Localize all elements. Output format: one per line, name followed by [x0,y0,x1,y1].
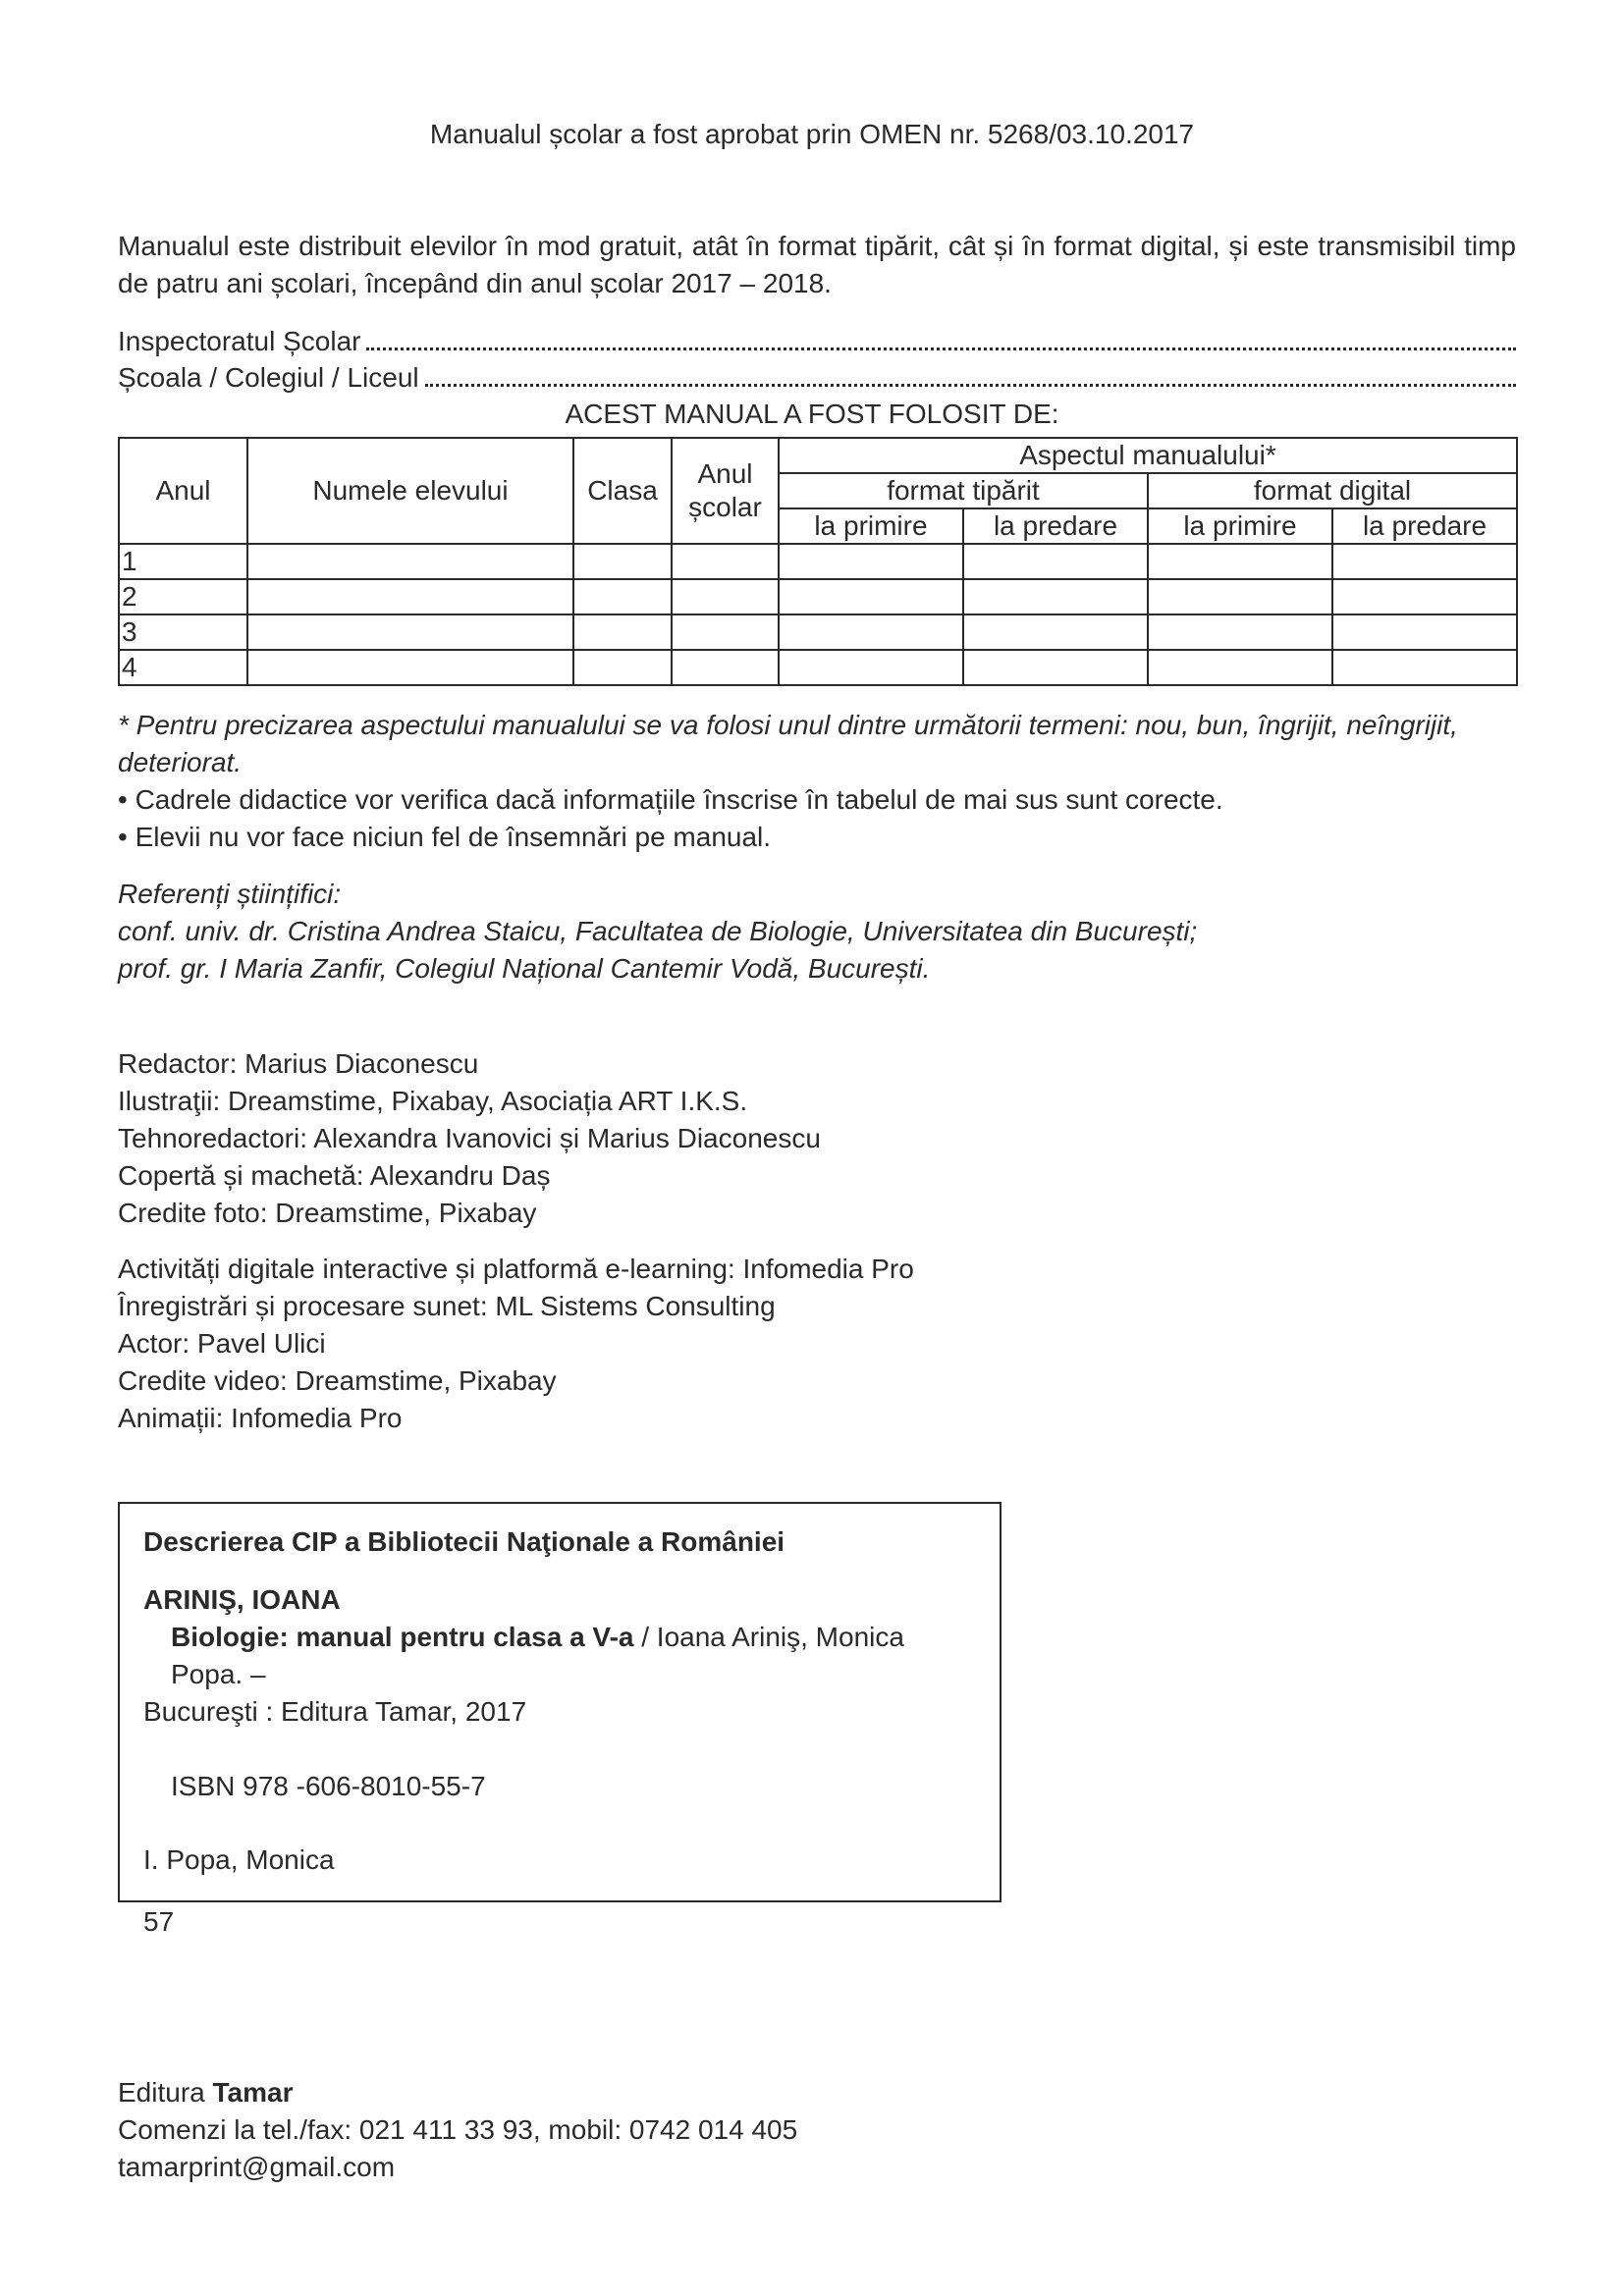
printed-returned-cell[interactable] [963,614,1148,650]
cip-isbn: ISBN 978 -606-8010-55-7 [171,1771,486,1801]
cip-added-entry: I. Popa, Monica [143,1844,335,1875]
table-row [119,579,1517,614]
digital-received-cell[interactable] [1148,579,1332,614]
inspectorate-dotted-line [366,326,1516,350]
header-printed-returned: la predare [963,508,1148,544]
row-number: 4 [119,650,247,685]
credit-line: Actor: Pavel Ulici [118,1328,326,1359]
header-digital-format: format digital [1148,473,1517,508]
header-student-name: Numele elevului [247,438,573,544]
distribution-paragraph: Manualul este distribuit elevilor în mod gratuit, atât în format tipărit, cât și în format digital, și este transmisibil timp de patru ani școlari, începând din anul școlar 2017 – 2018. [118,231,1516,298]
school-year-cell[interactable] [672,544,779,579]
table-row [119,544,1517,579]
cip-title-line [143,1619,976,1693]
school-year-cell[interactable] [672,650,779,685]
credit-line: Credite video: Dreamstime, Pixabay [118,1365,557,1396]
cip-title: Biologie: manual pentru clasa a V-a [171,1622,634,1652]
row-number: 1 [119,544,247,579]
cip-description-box [118,1502,1001,1937]
header-class: Clasa [573,438,672,544]
table-row [119,614,1517,650]
header-school-year: Anul școlar [672,438,779,544]
digital-received-cell[interactable] [1148,614,1332,650]
digital-credits [118,1251,1516,1437]
cip-classification: 57 [143,1906,175,1937]
digital-received-cell[interactable] [1148,650,1332,685]
digital-returned-cell[interactable] [1332,544,1517,579]
publisher-line [118,2074,1100,2111]
school-year-cell[interactable] [672,579,779,614]
digital-returned-cell[interactable] [1332,579,1517,614]
referee-item: conf. univ. dr. Cristina Andrea Staicu, Facultatea de Biologie, Universitatea din București; [118,916,1198,946]
inspectorate-field [118,323,1516,360]
cip-responsibility: / Ioana Ariniş, Monica Popa. – [171,1622,904,1689]
printed-returned-cell[interactable] [963,579,1148,614]
header-digital-returned: la predare [1332,508,1517,544]
class-cell[interactable] [573,579,672,614]
usage-table-caption: ACEST MANUAL A FOST FOLOSIT DE: [565,399,1059,429]
note-teachers: • Cadrele didactice vor verifica dacă informațiile înscrise în tabelul de mai sus sunt corecte. [118,784,1223,815]
inspectorate-label: Inspectoratul Școlar [118,326,361,356]
student-name-cell[interactable] [247,614,573,650]
header-aspect: Aspectul manualului* [779,438,1517,473]
student-name-cell[interactable] [247,544,573,579]
usage-table [118,437,1518,686]
credit-line: Copertă și machetă: Alexandru Daș [118,1160,551,1191]
publisher-block [118,2074,1100,2186]
aspect-footnote: * Pentru precizarea aspectului manualului se va folosi unul dintre următorii termeni: nou, bun, îngrijit, neîngrijit, deteriorat. [118,710,1458,777]
publisher-contact: Comenzi la tel./fax: 021 411 33 93, mobil: 0742 014 405 [118,2114,798,2145]
credit-line: Tehnoredactori: Alexandra Ivanovici și Marius Diaconescu [118,1123,821,1153]
student-name-cell[interactable] [247,650,573,685]
printed-received-cell[interactable] [779,650,963,685]
publisher-name: Tamar [212,2077,294,2108]
printed-received-cell[interactable] [779,544,963,579]
row-number: 3 [119,614,247,650]
digital-returned-cell[interactable] [1332,650,1517,685]
school-year-cell[interactable] [672,614,779,650]
credit-line: Ilustraţii: Dreamstime, Pixabay, Asociația ART I.K.S. [118,1086,748,1116]
approval-note: Manualul școlar a fost aprobat prin OMEN nr. 5268/03.10.2017 [429,119,1195,149]
credit-line: Animații: Infomedia Pro [118,1403,403,1433]
printed-received-cell[interactable] [779,579,963,614]
row-number: 2 [119,579,247,614]
publisher-email[interactable]: tamarprint@gmail.com [118,2152,396,2182]
student-name-cell[interactable] [247,579,573,614]
credit-line: Credite foto: Dreamstime, Pixabay [118,1198,537,1228]
credit-line: Înregistrări și procesare sunet: ML Sistems Consulting [118,1291,776,1321]
header-digital-received: la primire [1148,508,1332,544]
referees-heading: Referenți științifici: [118,879,342,909]
printed-received-cell[interactable] [779,614,963,650]
referee-item: prof. gr. I Maria Zanfir, Colegiul Național Cantemir Vodă, București. [118,953,931,984]
digital-received-cell[interactable] [1148,544,1332,579]
publisher-prefix: Editura [118,2077,213,2108]
referees-block [118,876,1516,988]
note-students: • Elevii nu vor face niciun fel de însemnări pe manual. [118,822,772,852]
cip-imprint: Bucureşti : Editura Tamar, 2017 [143,1696,527,1727]
credit-line: Redactor: Marius Diaconescu [118,1048,479,1079]
cip-author: ARINIŞ, IOANA [143,1584,341,1615]
table-notes [118,707,1516,856]
printed-returned-cell[interactable] [963,544,1148,579]
class-cell[interactable] [573,544,672,579]
header-printed-format: format tipărit [779,473,1148,508]
class-cell[interactable] [573,614,672,650]
digital-returned-cell[interactable] [1332,614,1517,650]
editorial-credits [118,1045,1516,1232]
cip-heading: Descrierea CIP a Bibliotecii Naţionale a României [143,1526,785,1557]
class-cell[interactable] [573,650,672,685]
header-year: Anul [119,438,247,544]
header-printed-received: la primire [779,508,963,544]
printed-returned-cell[interactable] [963,650,1148,685]
school-dotted-line [425,362,1516,387]
table-row [119,650,1517,685]
school-label: Școala / Colegiul / Liceul [118,362,419,393]
credit-line: Activități digitale interactive și platformă e-learning: Infomedia Pro [118,1254,914,1284]
school-field [118,359,1516,397]
